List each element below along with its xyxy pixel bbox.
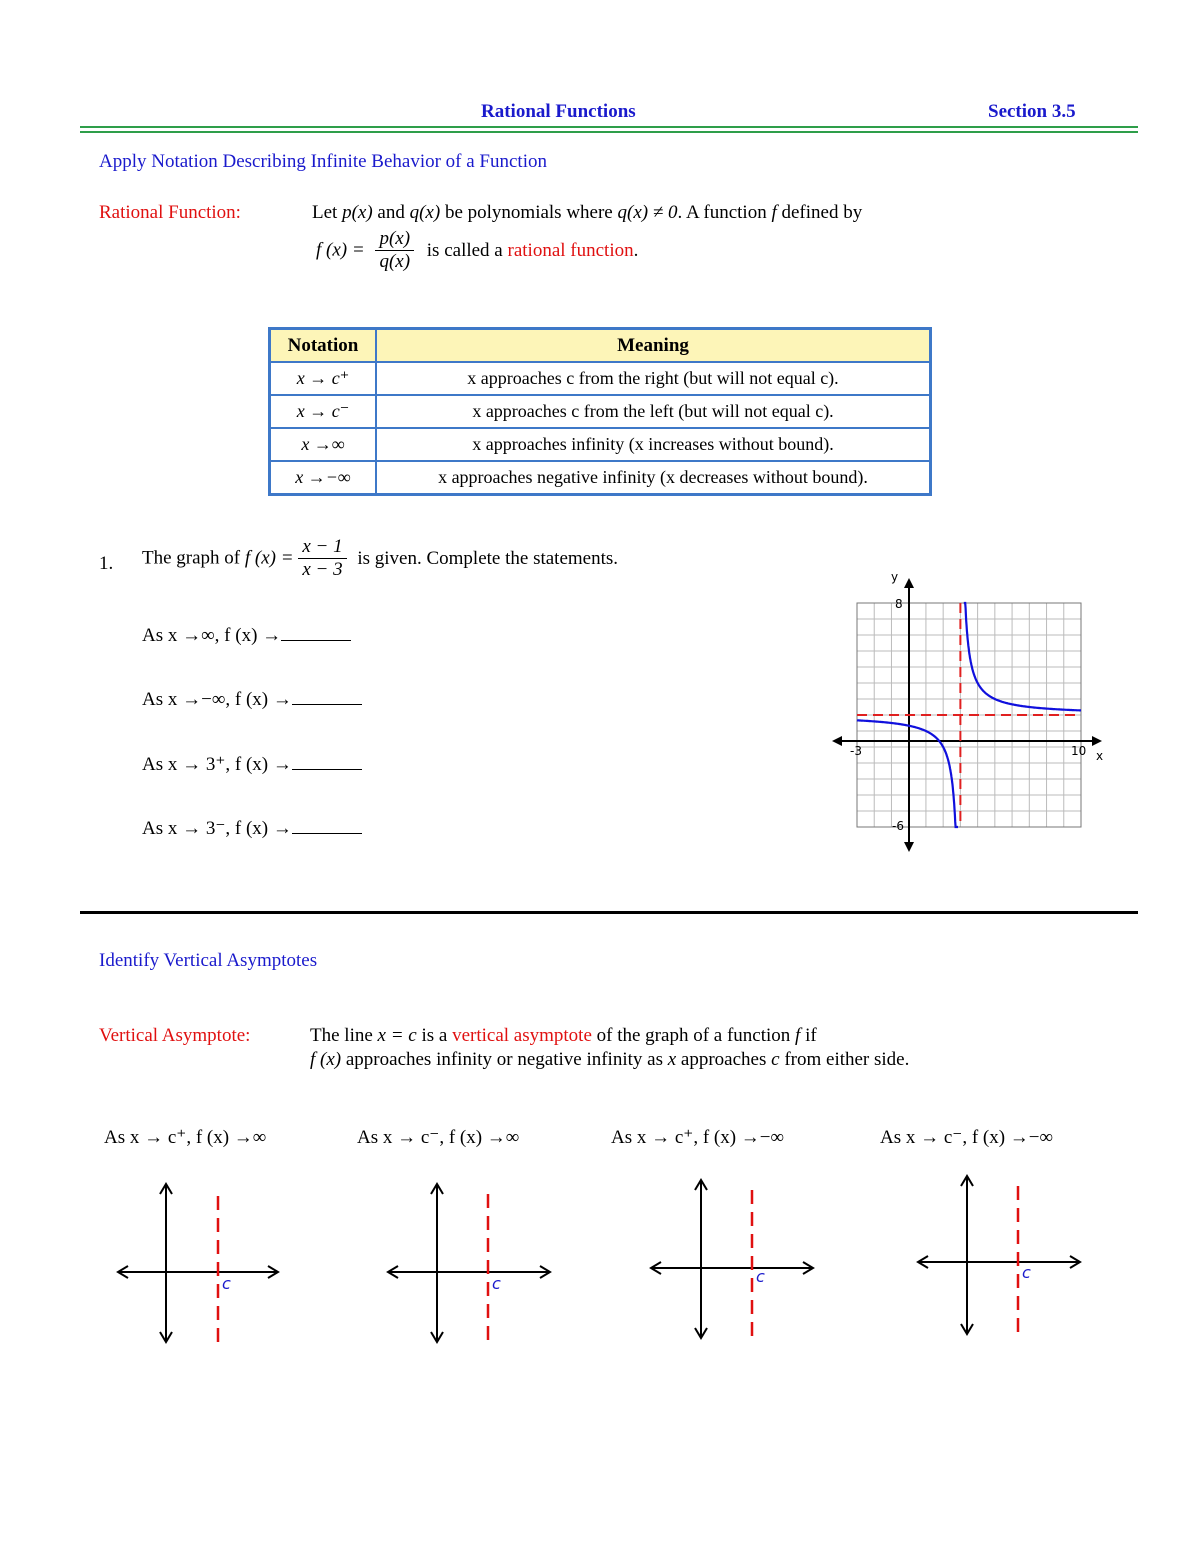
- notation-cell: x → c⁺: [270, 362, 377, 395]
- meaning-cell: x approaches negative infinity (x decreases without bound).: [376, 461, 931, 495]
- vertical-asymptote-definition-line1: The line x = c is a vertical asymptote of the graph of a function f if: [310, 1025, 817, 1046]
- x-axis-arrow-right-icon: [1092, 736, 1102, 746]
- rational-function-label: Rational Function:: [99, 202, 241, 223]
- meaning-header: Meaning: [376, 329, 931, 363]
- header-rule-top: [80, 126, 1138, 128]
- statement-x-to-3-minus: As x → 3⁻, f (x) →: [142, 817, 362, 840]
- mini-graph-3: [643, 1172, 823, 1347]
- y-axis-arrow-up-icon: [904, 578, 914, 588]
- y-axis-label: y: [891, 570, 899, 584]
- c-label: c: [492, 1274, 501, 1293]
- c-label: c: [222, 1274, 231, 1293]
- vertical-asymptote-definition-line2: f (x) approaches infinity or negative infinity as x approaches c from either side.: [310, 1049, 910, 1070]
- mini-graph-2: [380, 1176, 560, 1351]
- problem-prompt: The graph of f (x) = $\frac{x - 1}{x - 3}$ is given. Complete the statements.: [142, 536, 619, 580]
- section-divider: [80, 911, 1138, 914]
- mini-graph-1: [110, 1176, 290, 1351]
- y-min-label: -6: [892, 819, 904, 833]
- rational-function-formula: f (x) = $\frac{p(x)}{q(x)}$ is called a rational function.: [316, 228, 639, 272]
- table-row: [270, 362, 931, 395]
- answer-blank[interactable]: [292, 755, 362, 770]
- notation-cell: x →∞: [270, 428, 377, 461]
- y-max-label: 8: [895, 597, 903, 611]
- notation-table: [268, 327, 932, 496]
- rational-function-graph: [826, 568, 1116, 858]
- table-row: [270, 461, 931, 495]
- notation-table-header: [270, 329, 931, 363]
- meaning-cell: x approaches c from the left (but will not equal c).: [376, 395, 931, 428]
- y-axis-arrow-down-icon: [904, 842, 914, 852]
- statement-x-to-infinity: As x →∞, f (x) →: [142, 625, 351, 647]
- answer-blank[interactable]: [292, 819, 362, 834]
- notation-header: Notation: [270, 329, 377, 363]
- header-rule-bottom: [80, 131, 1138, 133]
- answer-blank[interactable]: [281, 626, 351, 641]
- notation-cell: x → c⁻: [270, 395, 377, 428]
- rational-function-definition: Let p(x) and q(x) be polynomials where q(x) ≠ 0. A function f defined by: [312, 202, 863, 223]
- x-axis-label: x: [1096, 749, 1104, 763]
- section-number: Section 3.5: [988, 101, 1076, 122]
- answer-blank[interactable]: [292, 690, 362, 705]
- c-label: c: [756, 1267, 765, 1286]
- section-heading-notation: Apply Notation Describing Infinite Behavior of a Function: [99, 151, 547, 172]
- page-title: Rational Functions: [481, 101, 636, 122]
- mini-graph-caption: As x → c⁻, f (x) →∞: [357, 1127, 520, 1148]
- vertical-asymptote-label: Vertical Asymptote:: [99, 1025, 251, 1046]
- x-max-label: 10: [1071, 744, 1087, 758]
- notation-cell: x →−∞: [270, 461, 377, 495]
- mini-graph-4: [910, 1168, 1090, 1343]
- statement-x-to-3-plus: As x → 3⁺, f (x) →: [142, 753, 362, 776]
- statement-x-to-neg-infinity: As x →−∞, f (x) →: [142, 689, 362, 711]
- problem-number: 1.: [99, 553, 114, 574]
- mini-graph-caption: As x → c⁺, f (x) →∞: [104, 1127, 267, 1148]
- c-label: c: [1022, 1263, 1031, 1282]
- x-min-label: -3: [850, 744, 862, 758]
- table-row: [270, 428, 931, 461]
- section-heading-vertical-asymptotes: Identify Vertical Asymptotes: [99, 950, 318, 971]
- meaning-cell: x approaches infinity (x increases without bound).: [376, 428, 931, 461]
- x-axis-arrow-left-icon: [832, 736, 842, 746]
- mini-graph-caption: As x → c⁺, f (x) →−∞: [611, 1127, 785, 1148]
- meaning-cell: x approaches c from the right (but will not equal c).: [376, 362, 931, 395]
- table-row: [270, 395, 931, 428]
- mini-graph-caption: As x → c⁻, f (x) →−∞: [880, 1127, 1054, 1148]
